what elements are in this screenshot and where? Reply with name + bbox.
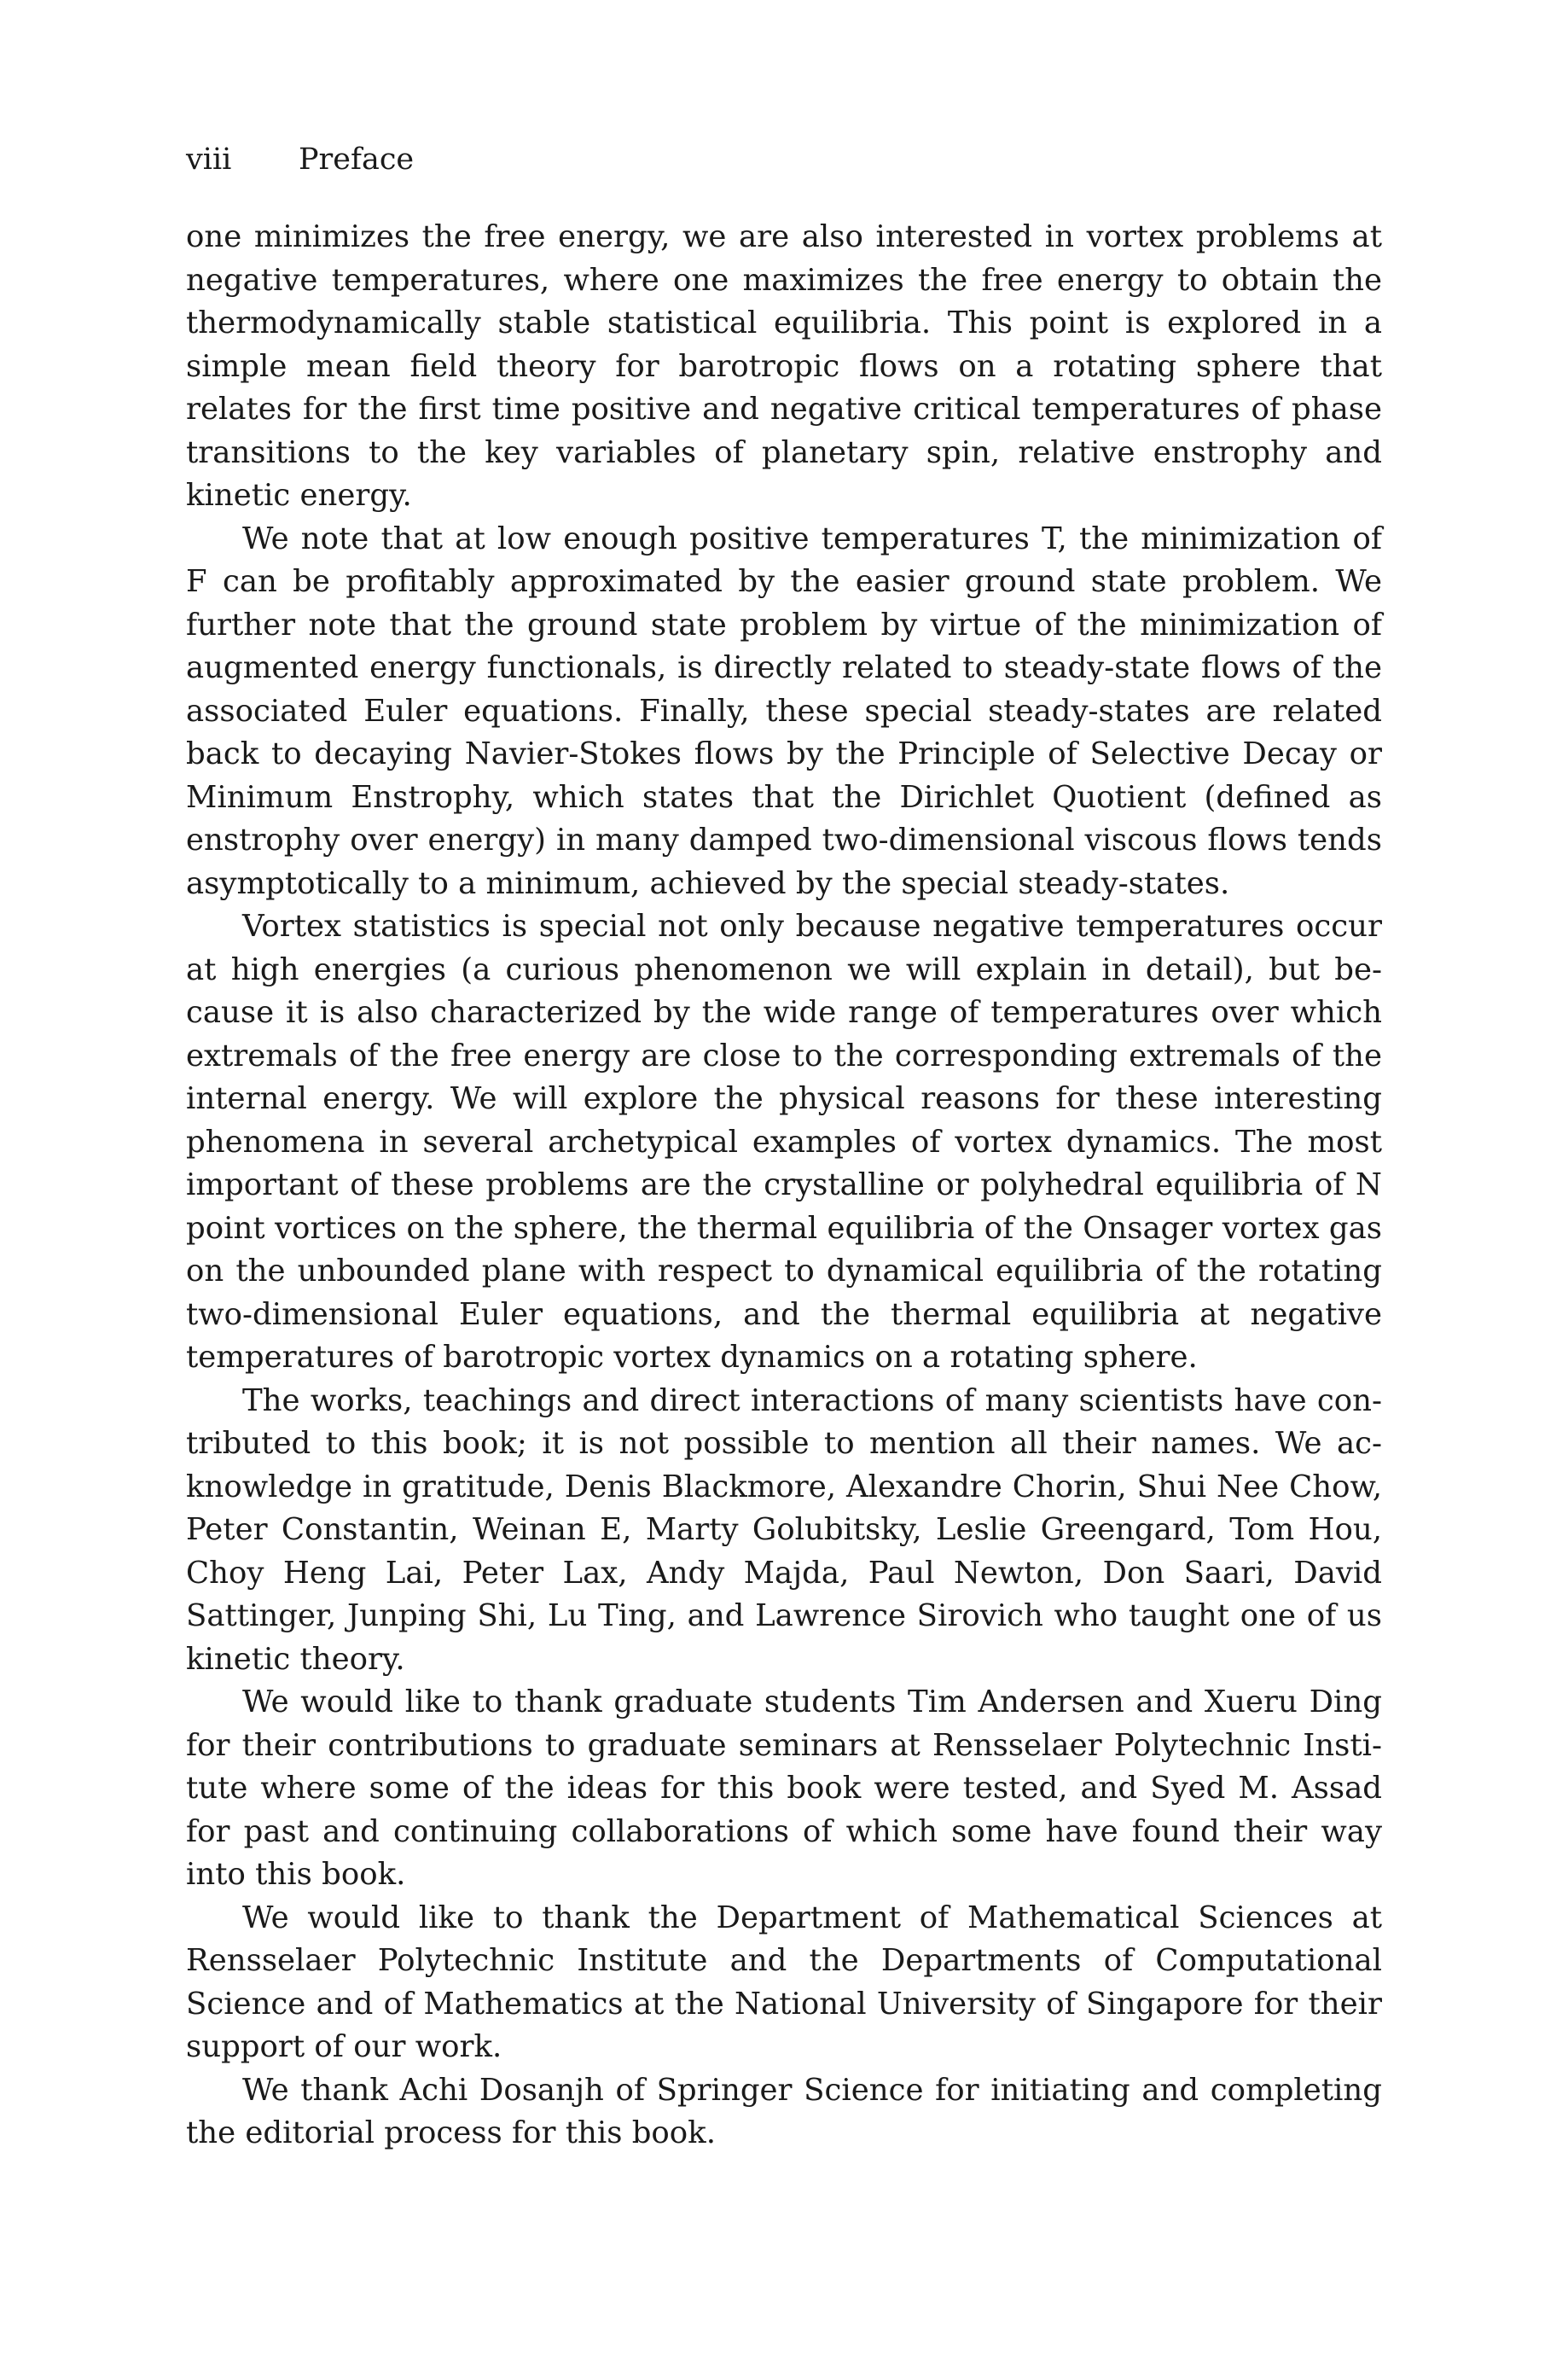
paragraph: We thank Achi Dosanjh of Springer Science for initiating and completing the editorial process for this book. [186,2072,1382,2150]
paragraph: Vortex statistics is special not only because negative temperatures occur at high energies (a curious phenomenon we will explain in detail), but because it is also characterized by the wide range of temperatures over which extremals of the free energy are close to the corresponding extremals of the internal energy. We will explore the physical reasons for these interesting phenomena in several archetypical examples of vortex dynamics. The most important of these problems are the crystalline or polyhedral equilibria of N point vortices on the sphere, the thermal equilibria of the Onsager vortex gas on the unbounded plane with respect to dynamical equilibria of the rotating two-dimensional Euler equations, and the thermal equilibria at negative temperatures of barotropic vortex dynamics on a rotating sphere. [186,909,1382,1375]
paragraph: We note that at low enough positive temperatures T, the minimization of F can be profitably approximated by the easier ground state problem. We further note that the ground state problem by virtue of the minimization of augmented energy functionals, is directly related to steady-state flows of the associated Euler equations. Finally, these special steady-states are related back to decaying Navier-Stokes flows by the Principle of Selective Decay or Minimum Enstrophy, which states that the Dirichlet Quotient (defined as enstrophy over energy) in many damped two-dimensional viscous flows tends asymptotically to a minimum, achieved by the special steady-states. [186,521,1382,901]
paragraph-continued: one minimizes the free energy, we are also interested in vortex problems at negative temperatures, where one maximizes the free energy to obtain the thermodynamically stable statistical equilibria. This point is explored in a simple mean field theory for barotropic flows on a rotating sphere that relates for the first time positive and negative critical temperatures of phase transitions to the key variables of planetary spin, relative enstrophy and kinetic energy. [186,219,1382,513]
running-head [186,141,414,178]
paragraph: The works, teachings and direct interactions of many scientists have contributed to this book; it is not possible to mention all their names. We acknowledge in gratitude, Denis Blackmore, Alexandre Chorin, Shui Nee Chow, Peter Constantin, Weinan E, Marty Golubitsky, Leslie Greengard, Tom Hou, Choy Heng Lai, Peter Lax, Andy Majda, Paul Newton, Don Saari, David Sattinger, Junping Shi, Lu Ting, and Lawrence Sirovich who taught one of us kinetic theory. [186,1382,1382,1677]
running-title: Preface [299,143,415,177]
paragraph: We would like to thank the Department of Mathematical Sciences at Rensselaer Polytechnic Institute and the Departments of Computational Science and of Mathematics at the National University of Singapore for their support of our work. [186,1900,1382,2064]
body-text [186,216,1382,2156]
page-number: viii [186,143,232,177]
paragraph: We would like to thank graduate students Tim Andersen and Xueru Ding for their contributions to graduate seminars at Rensselaer Polytechnic Institute where some of the ideas for this book were tested, and Syed M. Assad for past and continuing collaborations of which some have found their way into this book. [186,1684,1382,1892]
